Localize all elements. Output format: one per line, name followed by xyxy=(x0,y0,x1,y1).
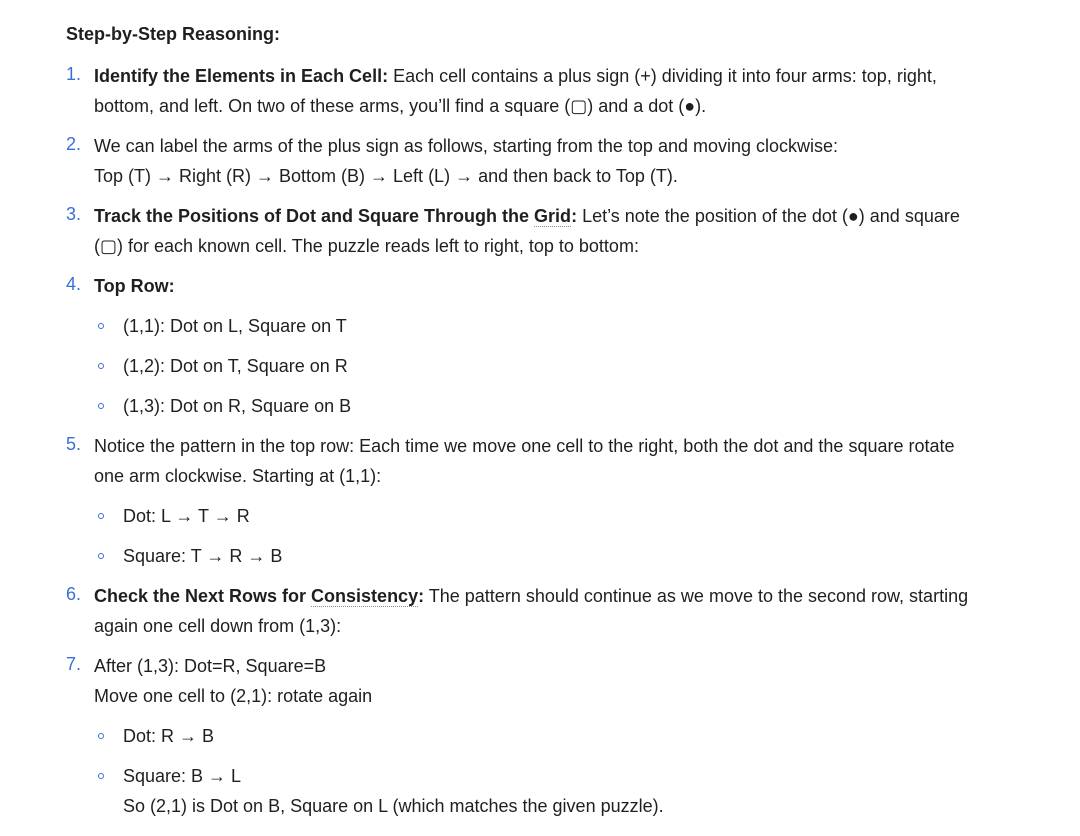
step-2-line-1: We can label the arms of the plus sign as follows, starting from the top and moving clockwise: xyxy=(94,136,839,156)
bullet-icon xyxy=(98,323,104,329)
step-1-line-2: bottom, and left. On two of these arms, you’ll find a square (▢) and a dot (●). xyxy=(94,96,707,116)
step-5-line-2: one arm clockwise. Starting at (1,1): xyxy=(94,466,382,486)
step-6-line-1 xyxy=(94,584,968,608)
list-item: Dot: R → B xyxy=(123,726,215,746)
step-7-line-1: After (1,3): Dot=R, Square=B xyxy=(94,656,327,676)
step-7-line-2: Move one cell to (2,1): rotate again xyxy=(94,686,373,706)
list-item: (1,3): Dot on R, Square on B xyxy=(123,396,352,416)
bullet-icon xyxy=(98,773,104,779)
step-3-title-colon: : xyxy=(571,206,578,226)
step-4-title: Top Row: xyxy=(94,276,175,296)
list-item: Square: T → R → B xyxy=(123,546,283,566)
step-number-4: 4. xyxy=(66,274,82,294)
bullet-icon xyxy=(98,363,104,369)
list-item: (1,1): Dot on L, Square on T xyxy=(123,316,347,336)
step-3-line-2: (▢) for each known cell. The puzzle reads left to right, top to bottom: xyxy=(94,236,639,256)
step-1-line-1 xyxy=(94,64,937,88)
step-6-text: The pattern should continue as we move to the second row, starting xyxy=(424,586,969,606)
step-3-text: Let’s note the position of the dot (●) and square xyxy=(577,206,960,226)
step-number-1: 1. xyxy=(66,64,82,84)
step-3-title xyxy=(94,206,577,227)
step-5-line-1: Notice the pattern in the top row: Each time we move one cell to the right, both the dot and the square rotate xyxy=(94,436,955,456)
step-1-text: Each cell contains a plus sign (+) dividing it into four arms: top, right, xyxy=(388,66,937,86)
step-4-line-1 xyxy=(94,274,175,298)
step-6-title-a: Check the Next Rows for xyxy=(94,586,312,606)
step-number-6: 6. xyxy=(66,584,82,604)
step-number-7: 7. xyxy=(66,654,82,674)
section-heading: Step-by-Step Reasoning: xyxy=(66,24,281,44)
step-6-title xyxy=(94,586,424,607)
list-item: (1,2): Dot on T, Square on R xyxy=(123,356,348,376)
step-1-title: Identify the Elements in Each Cell: xyxy=(94,66,389,86)
step-number-5: 5. xyxy=(66,434,82,454)
step-3-title-a: Track the Positions of Dot and Square Through the xyxy=(94,206,535,226)
grid-term[interactable]: Grid xyxy=(534,206,572,226)
step-3-line-1 xyxy=(94,204,960,228)
bullet-icon xyxy=(98,513,104,519)
bullet-icon xyxy=(98,403,104,409)
list-item: Square: B → L xyxy=(123,766,242,786)
consistency-term[interactable]: Consistency xyxy=(311,586,419,606)
step-number-2: 2. xyxy=(66,134,82,154)
step-6-title-colon: : xyxy=(418,586,425,606)
list-item: Dot: L → T → R xyxy=(123,506,250,526)
step-number-3: 3. xyxy=(66,204,82,224)
bullet-icon xyxy=(98,733,104,739)
list-item-continuation: So (2,1) is Dot on B, Square on L (which matches the given puzzle). xyxy=(123,796,664,816)
step-2-line-2: Top (T) → Right (R) → Bottom (B) → Left (L) → and then back to Top (T). xyxy=(94,166,678,186)
step-6-line-2: again one cell down from (1,3): xyxy=(94,616,342,636)
bullet-icon xyxy=(98,553,104,559)
